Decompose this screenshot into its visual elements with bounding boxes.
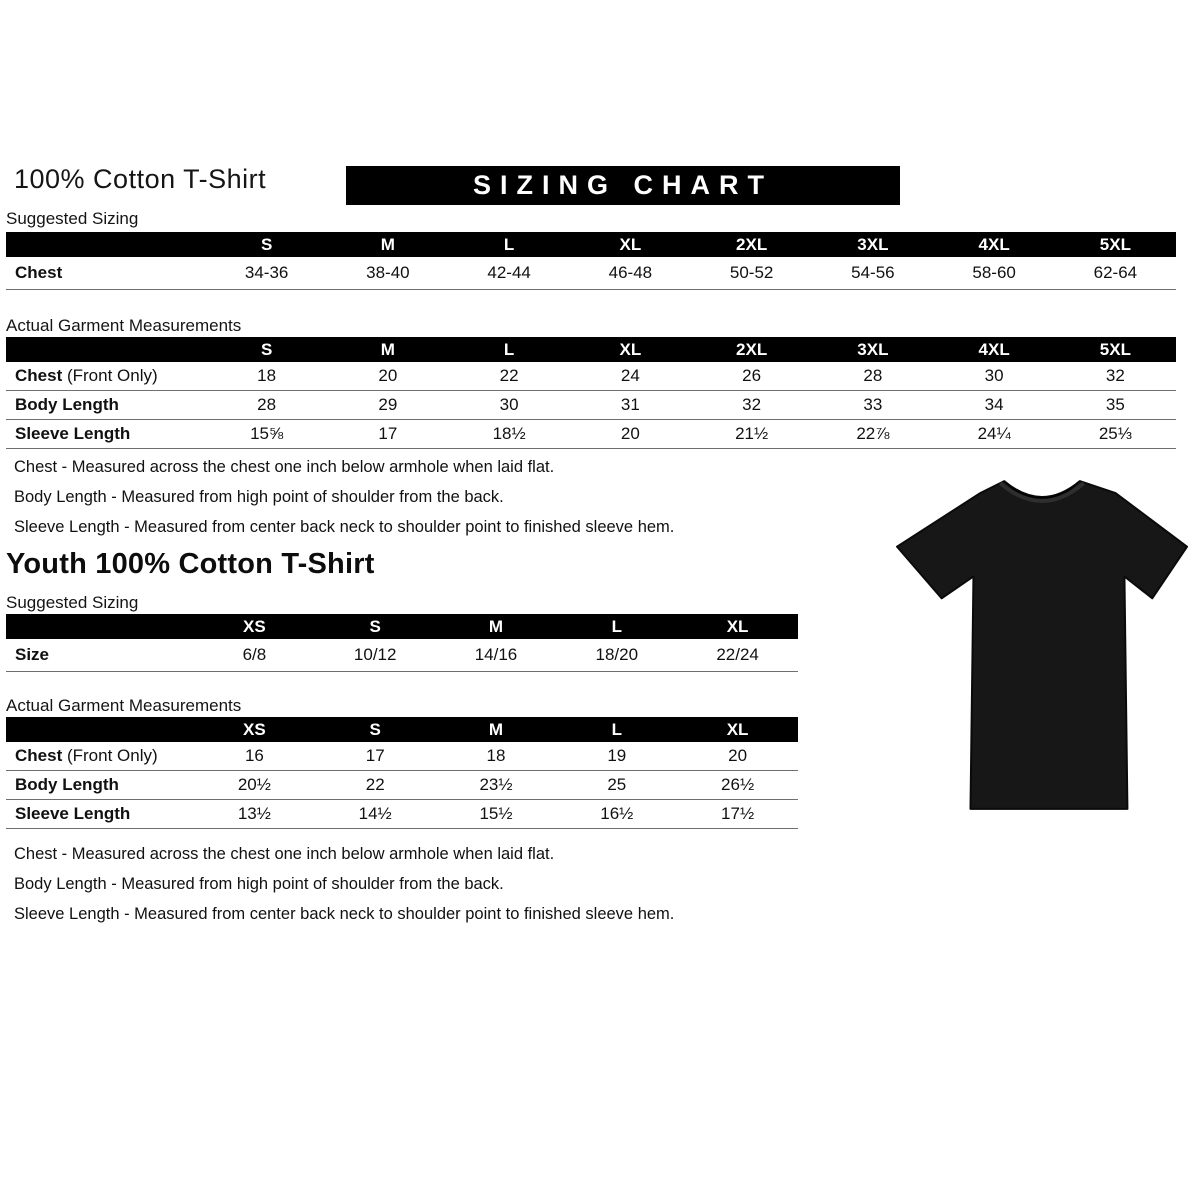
adult-actual-measurements-label: Actual Garment Measurements bbox=[6, 316, 242, 335]
measurement-cell: 28 bbox=[257, 395, 277, 414]
measurement-note: Chest - Measured across the chest one inch below armhole when laid flat. bbox=[14, 458, 555, 476]
measurement-cell: 23½ bbox=[479, 775, 513, 794]
size-column-header: L bbox=[611, 719, 622, 739]
size-column-header: 4XL bbox=[978, 339, 1010, 359]
youth-suggested-sizing-table bbox=[6, 614, 798, 672]
youth-suggested-sizing-label: Suggested Sizing bbox=[6, 593, 139, 612]
measurement-cell: 24¼ bbox=[977, 424, 1011, 443]
size-column-header: 2XL bbox=[736, 339, 768, 359]
sizing-chart-banner bbox=[346, 166, 900, 205]
youth-section-title: Youth 100% Cotton T-Shirt bbox=[6, 548, 375, 580]
measurement-note: Sleeve Length - Measured from center back neck to shoulder point to finished sleeve hem. bbox=[14, 518, 675, 536]
adult-suggested-sizing-label: Suggested Sizing bbox=[6, 209, 139, 228]
measurement-cell: 16½ bbox=[600, 804, 634, 823]
table-row bbox=[6, 362, 1176, 391]
row-label: Body Length bbox=[15, 775, 119, 794]
measurement-cell: 17 bbox=[378, 424, 398, 443]
size-column-header: 5XL bbox=[1099, 234, 1131, 254]
size-column-header: XL bbox=[726, 719, 749, 739]
measurement-cell: 58-60 bbox=[972, 263, 1016, 282]
adult-actual-measurements-table bbox=[6, 337, 1176, 449]
measurement-cell: 35 bbox=[1105, 395, 1125, 414]
page-title: 100% Cotton T-Shirt bbox=[14, 164, 267, 194]
measurement-cell: 30 bbox=[984, 366, 1004, 385]
table-row bbox=[6, 420, 1176, 449]
table-row bbox=[6, 771, 798, 800]
youth-actual-measurements-table bbox=[6, 717, 798, 829]
size-column-header: XL bbox=[726, 616, 749, 636]
measurement-cell: 42-44 bbox=[487, 263, 531, 282]
table-row bbox=[6, 391, 1176, 420]
table-header-row bbox=[6, 337, 1176, 362]
measurement-note: Body Length - Measured from high point of shoulder from the back. bbox=[14, 488, 504, 506]
measurement-note: Body Length - Measured from high point of shoulder from the back. bbox=[14, 875, 504, 893]
row-label: Body Length bbox=[15, 395, 119, 414]
measurement-cell: 31 bbox=[620, 395, 640, 414]
measurement-cell: 24 bbox=[620, 366, 640, 385]
size-column-header: S bbox=[260, 339, 273, 359]
measurement-cell: 34-36 bbox=[244, 263, 289, 282]
measurement-cell: 17½ bbox=[721, 804, 755, 823]
size-column-header: 4XL bbox=[978, 234, 1010, 254]
measurement-cell: 29 bbox=[378, 395, 398, 414]
measurement-cell: 33 bbox=[863, 395, 883, 414]
measurement-cell: 22⅞ bbox=[856, 424, 890, 443]
measurement-cell: 18 bbox=[257, 366, 277, 385]
table-header-row bbox=[6, 232, 1176, 257]
measurement-cell: 34 bbox=[984, 395, 1004, 414]
adult-suggested-sizing-table bbox=[6, 232, 1176, 290]
size-column-header: M bbox=[380, 339, 395, 359]
size-column-header: M bbox=[380, 234, 395, 254]
measurement-cell: 20 bbox=[728, 746, 748, 765]
row-label: Chest (Front Only) bbox=[15, 366, 158, 385]
table-header-row bbox=[6, 717, 798, 742]
measurement-cell: 20 bbox=[378, 366, 398, 385]
row-label: Size bbox=[15, 645, 50, 664]
measurement-cell: 50-52 bbox=[729, 263, 774, 282]
size-column-header: XS bbox=[243, 616, 266, 636]
table-row bbox=[6, 800, 798, 829]
measurement-cell: 26½ bbox=[721, 775, 755, 794]
size-column-header: M bbox=[488, 616, 504, 636]
measurement-cell: 19 bbox=[607, 746, 627, 765]
measurement-cell: 15½ bbox=[479, 804, 513, 823]
size-column-header: XL bbox=[619, 234, 642, 254]
size-column-header: 3XL bbox=[857, 234, 889, 254]
measurement-cell: 6/8 bbox=[242, 645, 267, 664]
measurement-cell: 10/12 bbox=[353, 645, 397, 664]
measurement-cell: 20 bbox=[620, 424, 640, 443]
measurement-cell: 14/16 bbox=[474, 645, 518, 664]
table-row bbox=[6, 639, 798, 672]
measurement-cell: 13½ bbox=[237, 804, 271, 823]
measurement-cell: 16 bbox=[244, 746, 264, 765]
size-column-header: M bbox=[488, 719, 504, 739]
measurement-cell: 22 bbox=[499, 366, 519, 385]
measurement-cell: 14½ bbox=[358, 804, 392, 823]
measurement-cell: 25 bbox=[607, 775, 627, 794]
size-column-header: XL bbox=[619, 339, 642, 359]
adult-measurement-notes bbox=[14, 458, 674, 548]
youth-actual-measurements-label: Actual Garment Measurements bbox=[6, 696, 242, 715]
measurement-cell: 26 bbox=[742, 366, 762, 385]
measurement-note: Chest - Measured across the chest one inch below armhole when laid flat. bbox=[14, 845, 555, 863]
row-label: Sleeve Length bbox=[15, 804, 131, 823]
size-column-header: 3XL bbox=[857, 339, 889, 359]
table-row bbox=[6, 257, 1176, 290]
tshirt-product-image bbox=[893, 468, 1191, 820]
measurement-cell: 32 bbox=[742, 395, 762, 414]
size-column-header: L bbox=[611, 616, 622, 636]
table-row bbox=[6, 742, 798, 771]
measurement-cell: 18/20 bbox=[595, 645, 639, 664]
measurement-cell: 22 bbox=[365, 775, 385, 794]
measurement-cell: 18 bbox=[486, 746, 506, 765]
measurement-cell: 17 bbox=[365, 746, 385, 765]
measurement-cell: 54-56 bbox=[851, 263, 895, 282]
size-column-header: S bbox=[369, 616, 381, 636]
row-label: Chest bbox=[15, 263, 63, 282]
measurement-cell: 18½ bbox=[492, 424, 526, 443]
sizing-chart-banner-text: SIZING CHART bbox=[473, 170, 773, 200]
size-column-header: L bbox=[503, 234, 515, 254]
row-label: Chest (Front Only) bbox=[15, 746, 158, 765]
measurement-cell: 28 bbox=[863, 366, 883, 385]
measurement-cell: 30 bbox=[499, 395, 519, 414]
measurement-note: Sleeve Length - Measured from center back neck to shoulder point to finished sleeve hem. bbox=[14, 905, 675, 923]
measurement-cell: 38-40 bbox=[366, 263, 410, 282]
size-column-header: L bbox=[503, 339, 515, 359]
table-header-row bbox=[6, 614, 798, 639]
size-column-header: XS bbox=[243, 719, 266, 739]
measurement-cell: 62-64 bbox=[1093, 263, 1138, 282]
measurement-cell: 20½ bbox=[237, 775, 271, 794]
row-label: Sleeve Length bbox=[15, 424, 131, 443]
size-column-header: S bbox=[369, 719, 381, 739]
measurement-cell: 46-48 bbox=[608, 263, 653, 282]
measurement-cell: 32 bbox=[1105, 366, 1125, 385]
measurement-cell: 25⅓ bbox=[1098, 424, 1132, 443]
measurement-cell: 22/24 bbox=[716, 645, 759, 664]
size-column-header: 5XL bbox=[1099, 339, 1131, 359]
measurement-cell: 21½ bbox=[735, 424, 769, 443]
size-column-header: 2XL bbox=[736, 234, 768, 254]
measurement-cell: 15⅝ bbox=[250, 424, 284, 443]
youth-measurement-notes bbox=[14, 845, 674, 935]
tshirt-icon bbox=[893, 468, 1191, 820]
size-column-header: S bbox=[260, 234, 273, 254]
